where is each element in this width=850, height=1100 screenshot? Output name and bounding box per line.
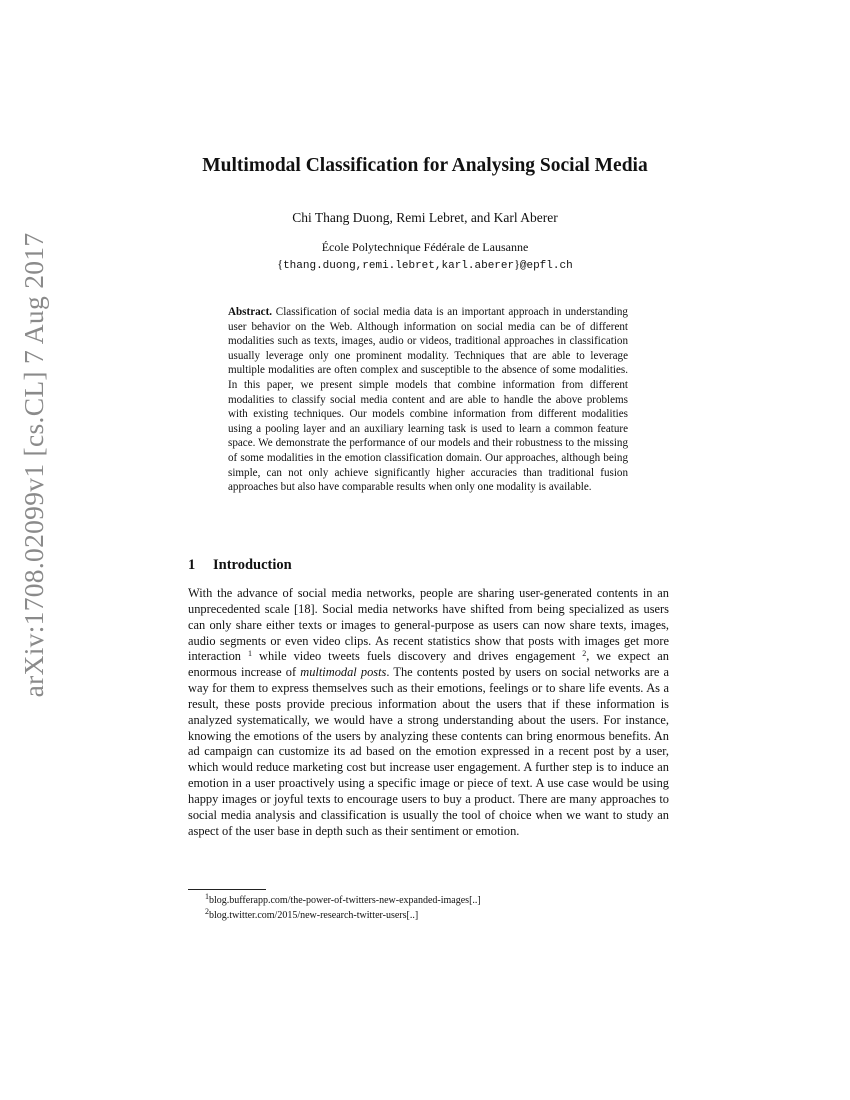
footnote-1-link[interactable]: blog.bufferapp.com/the-power-of-twitters-new-expanded-images[..] xyxy=(209,895,481,906)
footnotes xyxy=(205,893,481,923)
emphasis-multimodal-posts: multimodal posts xyxy=(300,665,387,680)
author-email xyxy=(0,256,850,275)
email-brace-close: } xyxy=(514,257,520,271)
intro-text-part-1: With the advance of social media networks, people are sharing user-generated contents in an unprecedented scale [18]. Social media networks have shifted from being specialized as users can only share either texts or images to general-purpose as users can now share texts, images, audio segments or even video clips. As recent statistics show that posts with images get more interaction xyxy=(188,586,669,664)
footnote-ref-1[interactable]: 1 xyxy=(248,649,253,659)
arxiv-identifier-text: arXiv:1708.02099v1 [cs.CL] 7 Aug 2017 xyxy=(18,232,49,698)
footnote-2-link[interactable]: blog.twitter.com/2015/new-research-twitter-users[..] xyxy=(209,910,419,921)
section-number: 1 xyxy=(188,557,196,573)
email-names: thang.duong,remi.lebret,karl.aberer xyxy=(283,260,515,272)
affiliation-name: École Polytechnique Fédérale de Lausanne xyxy=(321,240,529,254)
section-title: Introduction xyxy=(213,557,292,573)
section-heading-introduction xyxy=(188,557,292,574)
intro-text-part-4: . The contents posted by users on social networks are a way for them to express themselves such as their emotions, feelings or to share life events. As a result, these posts provide precious information about the users that if these information is analyzed systematically, we would have a strong understanding about the users. For instance, knowing the emotions of the users by analyzing these contents can bring enormous benefits. An ad campaign can customize its ad based on the emotion expressed in a recent post by a user, which would reduce marketing cost but increase user engagement. A further step is to induce an emotion in a user proactively using a specific image or piece of text. A use case would be using happy images or joyful texts to encourage users to buy a product. There are many approaches to social media analysis and classification is usually the tool of choice when we want to study an aspect of the user base in depth such as their sentiment or emotion. xyxy=(188,665,669,838)
affiliation-block xyxy=(0,239,850,275)
introduction-paragraph xyxy=(188,586,669,840)
email-brace-open: { xyxy=(277,257,284,271)
email-domain: @epfl.ch xyxy=(519,260,573,272)
footnote-divider xyxy=(188,889,266,890)
intro-text-part-3: , we expect an enormous increase of xyxy=(188,649,669,680)
abstract-text: Classification of social media data is an important approach in understanding user behavior on the Web. Although information on social media can be of different modalities such as texts, images, audio or videos, traditional approaches in classification usually leverage only one prominent modality. Techniques that are able to leverage multiple modalities are often complex and susceptible to the absence of some modalities. In this paper, we present simple models that combine information from different modalities to classify social media content and are able to handle the above problems with existing techniques. Our models combine information from different modalities using a pooling layer and an auxiliary learning task is used to learn a common feature space. We demonstrate the performance of our models and their robustness to the missing of some modalities in the emotion classification domain. Our approaches, although being simple, can not only achieve significantly higher accuracies than traditional fusion approaches but also have comparable results when only one modality is available. xyxy=(228,306,628,494)
arxiv-sidebar-identifier xyxy=(10,232,58,698)
paper-title: Multimodal Classification for Analysing Social Media xyxy=(202,155,648,176)
footnote-1-mark: 1 xyxy=(205,892,209,901)
footnote-1 xyxy=(205,893,481,908)
abstract xyxy=(228,305,628,495)
author-list: Chi Thang Duong, Remi Lebret, and Karl Aberer xyxy=(292,210,558,225)
intro-text-part-2: while video tweets fuels discovery and drives engagement xyxy=(259,649,576,664)
footnote-2 xyxy=(205,908,481,923)
footnote-ref-2[interactable]: 2 xyxy=(582,649,587,659)
abstract-label: Abstract. xyxy=(228,306,273,318)
footnote-2-mark: 2 xyxy=(205,907,209,916)
